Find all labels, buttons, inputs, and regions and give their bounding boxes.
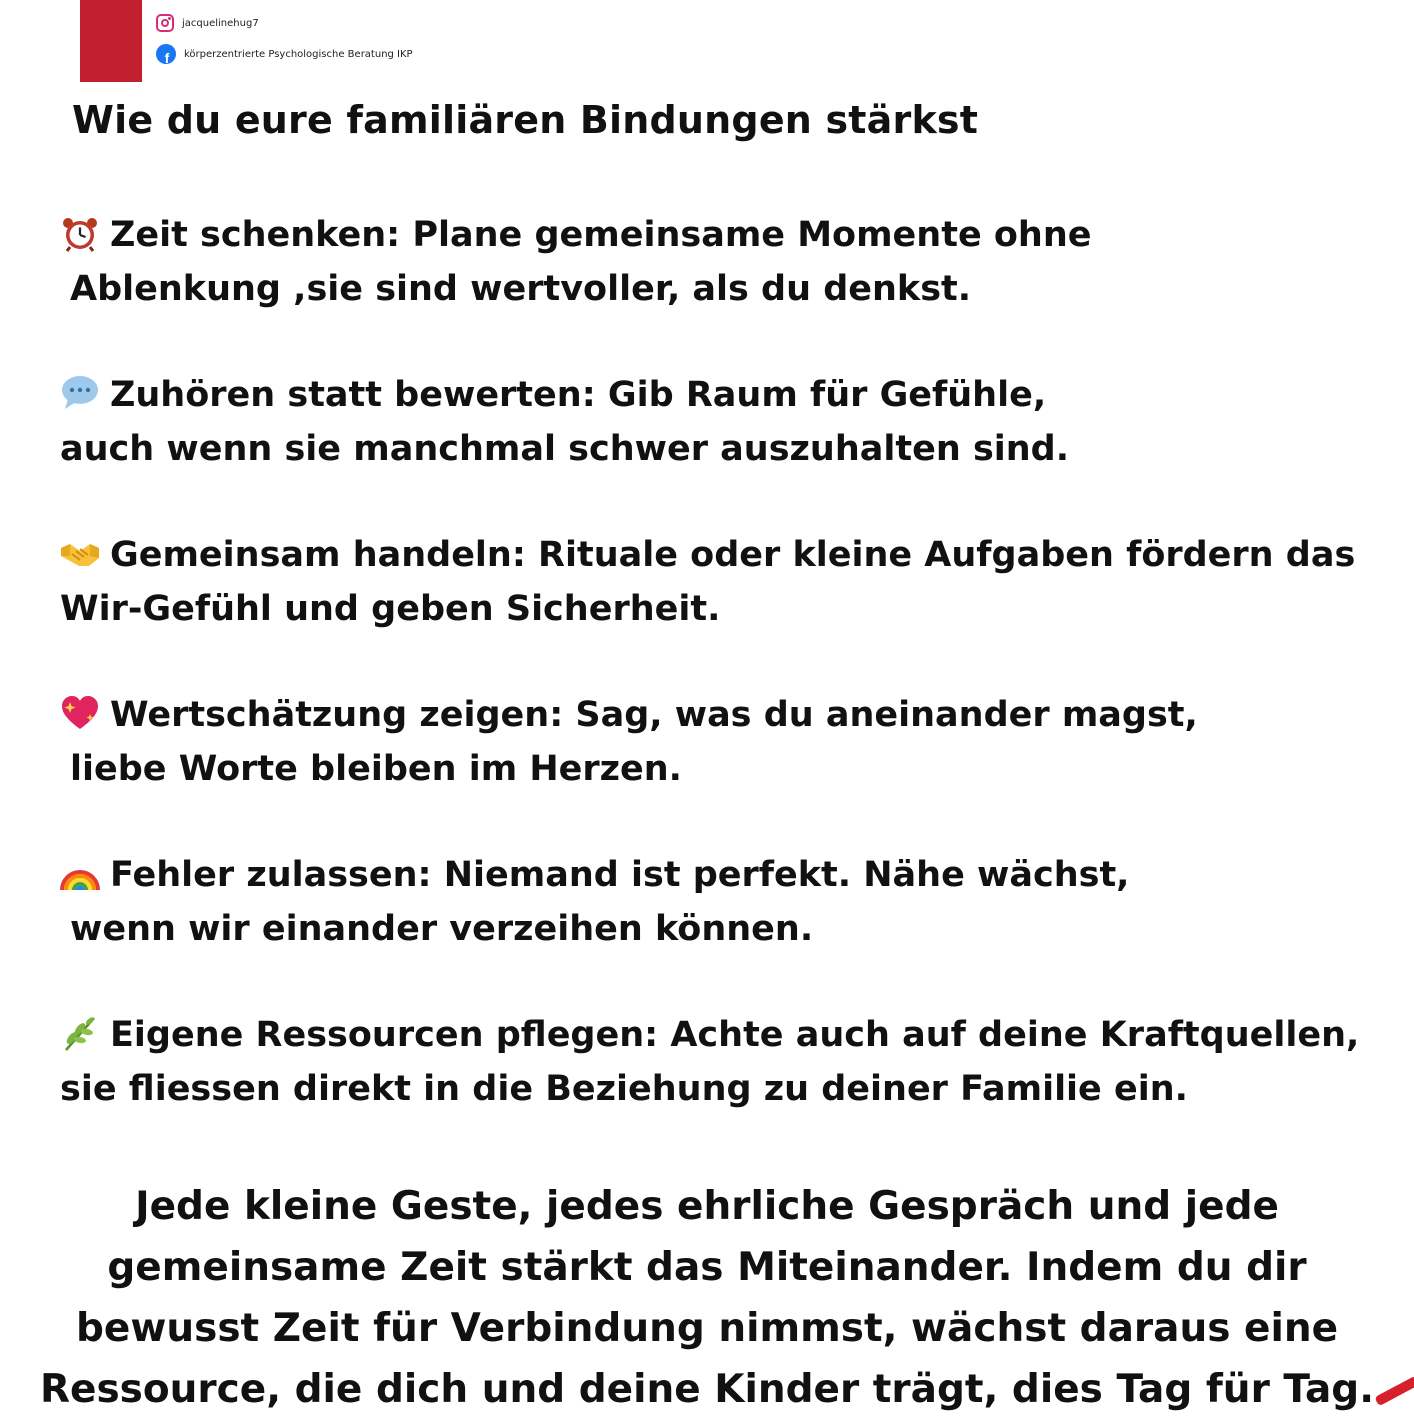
alarm-clock-icon (60, 214, 100, 252)
tip-line: wenn wir einander verzeihen können. (70, 909, 814, 949)
tip-item (60, 688, 1198, 796)
page-title: Wie du eure familiären Bindungen stärkst (72, 98, 979, 142)
closing-paragraph (0, 1176, 1414, 1420)
tip-line: Ablenkung ,sie sind wertvoller, als du denkst. (70, 269, 972, 309)
tip-item (60, 848, 1129, 956)
tip-item (60, 208, 1092, 316)
sparkling-heart-icon (60, 694, 100, 732)
instagram-link[interactable] (156, 14, 259, 32)
brand-red-block (80, 0, 142, 82)
tip-line: Fehler zulassen: Niemand ist perfekt. Nähe wächst, (110, 855, 1130, 895)
tip-line: Zeit schenken: Plane gemeinsame Momente ohne (110, 215, 1092, 255)
tip-line: auch wenn sie manchmal schwer auszuhalten sind. (60, 429, 1070, 469)
rainbow-icon (60, 854, 100, 892)
speech-bubble-icon (60, 374, 100, 412)
facebook-icon: f (156, 44, 176, 64)
herb-icon (60, 1014, 100, 1052)
tip-line: Eigene Ressourcen pflegen: Achte auch auf deine Kraftquellen, (110, 1015, 1360, 1055)
facebook-link[interactable] (156, 44, 413, 64)
tip-item (60, 1008, 1359, 1116)
tip-line: Wir-Gefühl und geben Sicherheit. (60, 589, 721, 629)
facebook-page-name: körperzentrierte Psychologische Beratung IKP (184, 48, 413, 60)
tip-item (60, 528, 1355, 636)
closing-line: Ressource, die dich und deine Kinder trägt, dies Tag für Tag. (39, 1367, 1375, 1412)
tip-line: sie fliessen direkt in die Beziehung zu deiner Familie ein. (60, 1069, 1188, 1109)
instagram-handle: jacquelinehug7 (182, 17, 259, 29)
closing-line: Jede kleine Geste, jedes ehrliche Gespräch und jede (135, 1184, 1279, 1229)
tip-item (60, 368, 1069, 476)
closing-line: gemeinsame Zeit stärkt das Miteinander. Indem du dir (107, 1245, 1307, 1290)
tip-line: liebe Worte bleiben im Herzen. (70, 749, 682, 789)
tip-line: Gemeinsam handeln: Rituale oder kleine Aufgaben fördern das (110, 535, 1356, 575)
tip-line: Zuhören statt bewerten: Gib Raum für Gefühle, (110, 375, 1047, 415)
tip-line: Wertschätzung zeigen: Sag, was du aneinander magst, (110, 695, 1198, 735)
closing-line: bewusst Zeit für Verbindung nimmst, wächst daraus eine (75, 1306, 1339, 1351)
instagram-icon (156, 14, 174, 32)
handshake-icon (60, 534, 100, 572)
